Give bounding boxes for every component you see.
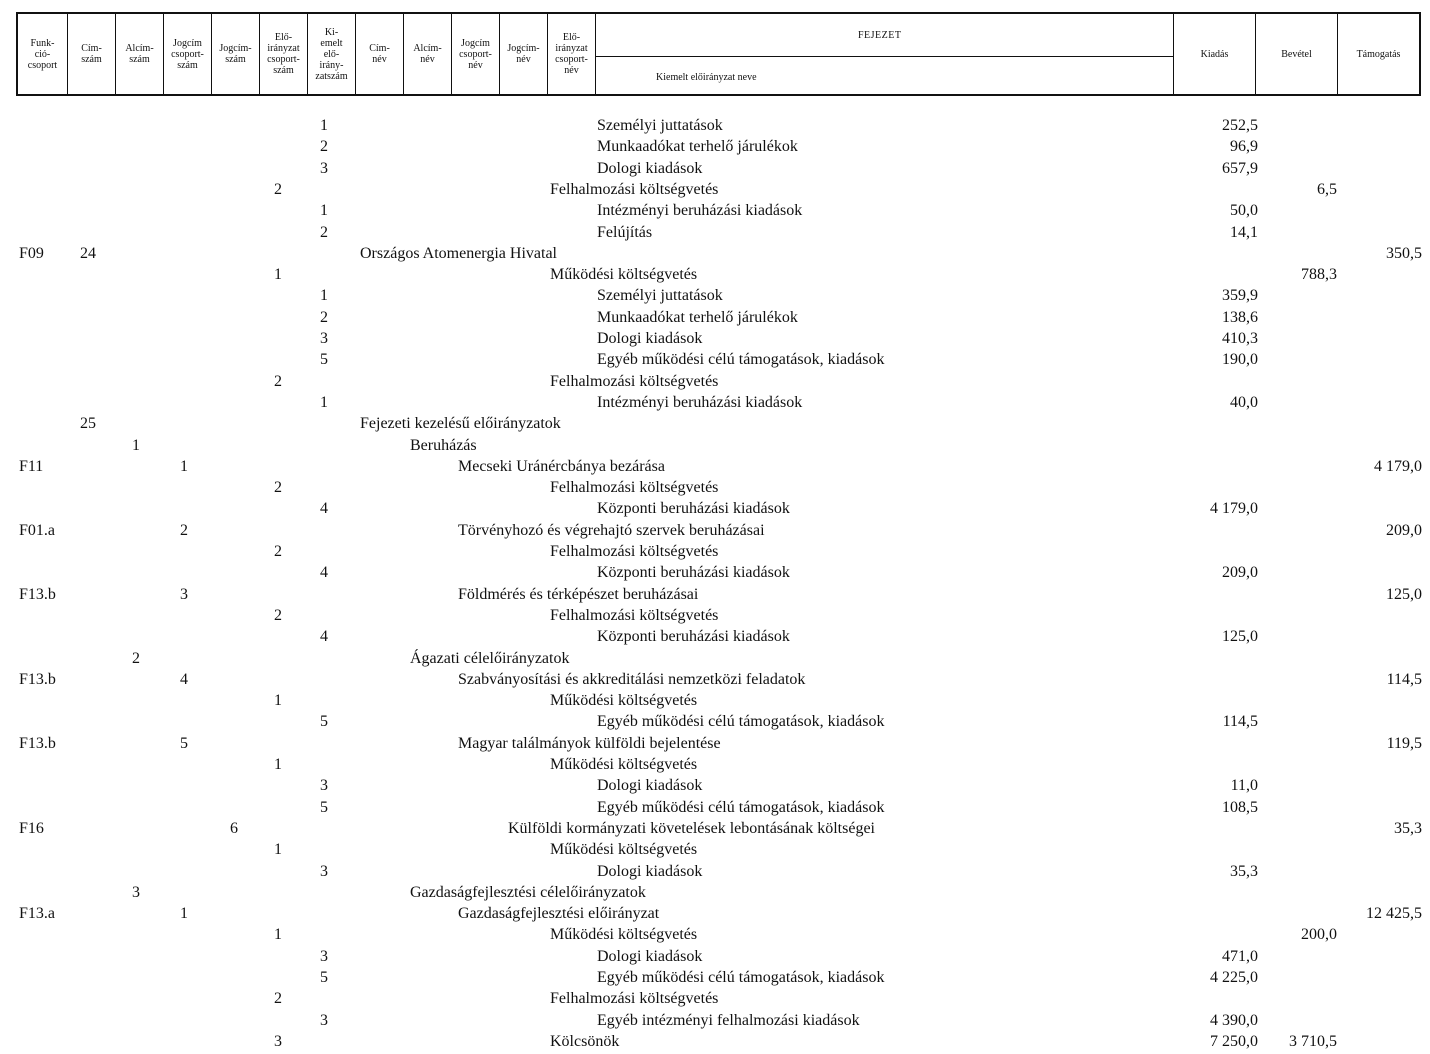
header-alcim-szam: Alcím- szám xyxy=(116,14,164,94)
table-row xyxy=(0,180,1430,200)
row-name: Központi beruházási kiadások xyxy=(597,628,790,645)
table-row xyxy=(0,159,1430,179)
table-row xyxy=(0,649,1430,669)
row-eloiranyzat-csoport-szam: 3 xyxy=(274,1033,282,1050)
row-bevetel: 6,5 xyxy=(1317,181,1337,198)
row-name: Országos Atomenergia Hivatal xyxy=(360,245,557,262)
row-funkcio-csoport: F16 xyxy=(19,820,44,837)
row-eloiranyzat-csoport-szam: 2 xyxy=(274,607,282,624)
table-row xyxy=(0,840,1430,860)
table-row xyxy=(0,585,1430,605)
table-row xyxy=(0,798,1430,818)
header-eloiranyzat-csoport-nev: Elő- irányzat csoport- név xyxy=(548,14,596,94)
row-kiadas: 14,1 xyxy=(1230,224,1258,241)
row-tamogatas: 209,0 xyxy=(1386,522,1422,539)
row-cim-szam: 25 xyxy=(80,415,96,432)
row-name: Törvényhozó és végrehajtó szervek beruházásai xyxy=(458,522,765,539)
table-row xyxy=(0,925,1430,945)
row-jogcim-csoport-szam: 2 xyxy=(180,522,188,539)
header-kiemelt-eloiranyzat-szam: Ki- emelt elő- irány- zatszám xyxy=(308,14,356,94)
row-name: Működési költségvetés xyxy=(550,841,698,858)
row-kiemelt-eloiranyzat-szam: 5 xyxy=(320,713,328,730)
row-jogcim-csoport-szam: 1 xyxy=(180,905,188,922)
row-name: Földmérés és térképészet beruházásai xyxy=(458,586,699,603)
row-name: Kölcsönök xyxy=(550,1033,620,1050)
table-row xyxy=(0,499,1430,519)
row-funkcio-csoport: F13.b xyxy=(19,671,56,688)
row-name: Fejezeti kezelésű előirányzatok xyxy=(360,415,561,432)
row-kiemelt-eloiranyzat-szam: 5 xyxy=(320,351,328,368)
table-row xyxy=(0,393,1430,413)
table-row xyxy=(0,436,1430,456)
row-name: Működési költségvetés xyxy=(550,266,698,283)
row-name: Ágazati célelőirányzatok xyxy=(410,650,570,667)
table-row xyxy=(0,755,1430,775)
row-name: Dologi kiadások xyxy=(597,160,703,177)
row-name: Dologi kiadások xyxy=(597,948,703,965)
row-name: Felhalmozási költségvetés xyxy=(550,990,719,1007)
table-row xyxy=(0,223,1430,243)
table-row xyxy=(0,1011,1430,1031)
row-tamogatas: 350,5 xyxy=(1386,245,1422,262)
row-kiemelt-eloiranyzat-szam: 3 xyxy=(320,160,328,177)
row-kiadas: 410,3 xyxy=(1222,330,1258,347)
row-eloiranyzat-csoport-szam: 2 xyxy=(274,543,282,560)
row-bevetel: 3 710,5 xyxy=(1289,1033,1337,1050)
table-row xyxy=(0,1032,1430,1052)
header-funkcio-csoport: Funk- ció- csoport xyxy=(18,14,68,94)
row-name: Munkaadókat terhelő járulékok xyxy=(597,138,798,155)
row-funkcio-csoport: F01.a xyxy=(19,522,55,539)
header-tamogatas: Támogatás xyxy=(1356,48,1401,60)
row-eloiranyzat-csoport-szam: 1 xyxy=(274,692,282,709)
header-fejezet-block xyxy=(596,14,1174,94)
table-row xyxy=(0,627,1430,647)
row-tamogatas: 12 425,5 xyxy=(1366,905,1422,922)
row-kiadas: 4 390,0 xyxy=(1210,1012,1258,1029)
table-row xyxy=(0,883,1430,903)
row-kiadas: 7 250,0 xyxy=(1210,1033,1258,1050)
header-cim-nev: Cím- név xyxy=(356,14,404,94)
table-row xyxy=(0,542,1430,562)
row-name: Működési költségvetés xyxy=(550,756,698,773)
row-kiadas: 40,0 xyxy=(1230,394,1258,411)
row-kiemelt-eloiranyzat-szam: 2 xyxy=(320,224,328,241)
row-kiemelt-eloiranyzat-szam: 4 xyxy=(320,564,328,581)
row-name: Felújítás xyxy=(597,224,653,241)
row-name: Központi beruházási kiadások xyxy=(597,500,790,517)
row-tamogatas: 35,3 xyxy=(1394,820,1422,837)
header-bevetel: Bevétel xyxy=(1256,14,1338,94)
row-jogcim-csoport-szam: 4 xyxy=(180,671,188,688)
row-funkcio-csoport: F11 xyxy=(19,458,44,475)
table-row xyxy=(0,414,1430,434)
row-jogcim-szam: 6 xyxy=(230,820,238,837)
table-row xyxy=(0,691,1430,711)
table-row xyxy=(0,244,1430,264)
row-name: Gazdaságfejlesztési célelőirányzatok xyxy=(410,884,646,901)
row-eloiranyzat-csoport-szam: 1 xyxy=(274,926,282,943)
row-kiemelt-eloiranyzat-szam: 3 xyxy=(320,948,328,965)
row-funkcio-csoport: F09 xyxy=(19,245,44,262)
row-name: Mecseki Uránércbánya bezárása xyxy=(458,458,665,475)
row-eloiranyzat-csoport-szam: 2 xyxy=(274,479,282,496)
row-jogcim-csoport-szam: 3 xyxy=(180,586,188,603)
row-name: Intézményi beruházási kiadások xyxy=(597,394,803,411)
row-kiadas: 138,6 xyxy=(1222,309,1258,326)
row-name: Felhalmozási költségvetés xyxy=(550,373,719,390)
row-name: Felhalmozási költségvetés xyxy=(550,543,719,560)
row-alcim-szam: 1 xyxy=(132,437,140,454)
row-eloiranyzat-csoport-szam: 1 xyxy=(274,841,282,858)
row-name: Magyar találmányok külföldi bejelentése xyxy=(458,735,721,752)
table-row xyxy=(0,862,1430,882)
table-row xyxy=(0,968,1430,988)
row-name: Dologi kiadások xyxy=(597,777,703,794)
row-kiemelt-eloiranyzat-szam: 1 xyxy=(320,117,328,134)
header-kiemelt-eloiranyzat-neve: Kiemelt előirányzat neve xyxy=(656,72,757,83)
row-kiadas: 114,5 xyxy=(1222,713,1258,730)
table-row xyxy=(0,904,1430,924)
table-header xyxy=(16,12,1421,96)
row-kiemelt-eloiranyzat-szam: 4 xyxy=(320,628,328,645)
header-jogcim-nev: Jogcím- név xyxy=(500,14,548,94)
row-name: Szabványosítási és akkreditálási nemzetközi feladatok xyxy=(458,671,806,688)
row-kiadas: 108,5 xyxy=(1222,799,1258,816)
row-eloiranyzat-csoport-szam: 2 xyxy=(274,181,282,198)
row-eloiranyzat-csoport-szam: 2 xyxy=(274,990,282,1007)
row-name: Egyéb intézményi felhalmozási kiadások xyxy=(597,1012,860,1029)
row-funkcio-csoport: F13.b xyxy=(19,735,56,752)
header-fejezet: FEJEZET xyxy=(858,30,902,41)
header-jogcim-csoport-nev: Jogcím csoport- név xyxy=(452,14,500,94)
row-name: Egyéb működési célú támogatások, kiadások xyxy=(597,969,885,986)
row-kiemelt-eloiranyzat-szam: 5 xyxy=(320,799,328,816)
row-kiemelt-eloiranyzat-szam: 3 xyxy=(320,863,328,880)
row-kiemelt-eloiranyzat-szam: 2 xyxy=(320,138,328,155)
row-jogcim-csoport-szam: 5 xyxy=(180,735,188,752)
table-row xyxy=(0,478,1430,498)
header-jogcim-szam: Jogcím- szám xyxy=(212,14,260,94)
header-kiadas: Kiadás xyxy=(1174,14,1256,94)
row-name: Központi beruházási kiadások xyxy=(597,564,790,581)
row-kiadas: 190,0 xyxy=(1222,351,1258,368)
table-row xyxy=(0,947,1430,967)
row-name: Egyéb működési célú támogatások, kiadások xyxy=(597,351,885,368)
row-name: Személyi juttatások xyxy=(597,287,723,304)
row-kiadas: 4 225,0 xyxy=(1210,969,1258,986)
row-name: Beruházás xyxy=(410,437,477,454)
row-name: Egyéb működési célú támogatások, kiadások xyxy=(597,713,885,730)
row-bevetel: 200,0 xyxy=(1301,926,1337,943)
row-kiadas: 359,9 xyxy=(1222,287,1258,304)
row-name: Gazdaságfejlesztési előirányzat xyxy=(458,905,660,922)
row-kiadas: 252,5 xyxy=(1222,117,1258,134)
table-row xyxy=(0,457,1430,477)
row-eloiranyzat-csoport-szam: 2 xyxy=(274,373,282,390)
row-alcim-szam: 3 xyxy=(132,884,140,901)
row-funkcio-csoport: F13.b xyxy=(19,586,56,603)
row-kiemelt-eloiranyzat-szam: 3 xyxy=(320,330,328,347)
row-kiadas: 209,0 xyxy=(1222,564,1258,581)
row-funkcio-csoport: F13.a xyxy=(19,905,55,922)
row-cim-szam: 24 xyxy=(80,245,96,262)
row-tamogatas: 4 179,0 xyxy=(1374,458,1422,475)
row-name: Személyi juttatások xyxy=(597,117,723,134)
row-name: Intézményi beruházási kiadások xyxy=(597,202,803,219)
table-row xyxy=(0,734,1430,754)
row-kiemelt-eloiranyzat-szam: 3 xyxy=(320,777,328,794)
row-name: Felhalmozási költségvetés xyxy=(550,181,719,198)
row-name: Egyéb működési célú támogatások, kiadások xyxy=(597,799,885,816)
row-kiadas: 657,9 xyxy=(1222,160,1258,177)
row-kiemelt-eloiranyzat-szam: 1 xyxy=(320,287,328,304)
row-bevetel: 788,3 xyxy=(1301,266,1337,283)
row-name: Munkaadókat terhelő járulékok xyxy=(597,309,798,326)
row-name: Dologi kiadások xyxy=(597,330,703,347)
row-kiemelt-eloiranyzat-szam: 4 xyxy=(320,500,328,517)
row-kiemelt-eloiranyzat-szam: 3 xyxy=(320,1012,328,1029)
row-name: Felhalmozási költségvetés xyxy=(550,479,719,496)
table-row xyxy=(0,372,1430,392)
row-kiadas: 125,0 xyxy=(1222,628,1258,645)
table-row xyxy=(0,201,1430,221)
table-row xyxy=(0,308,1430,328)
row-kiadas: 4 179,0 xyxy=(1210,500,1258,517)
row-kiemelt-eloiranyzat-szam: 1 xyxy=(320,202,328,219)
row-name: Dologi kiadások xyxy=(597,863,703,880)
row-name: Működési költségvetés xyxy=(550,692,698,709)
row-kiemelt-eloiranyzat-szam: 1 xyxy=(320,394,328,411)
header-divider xyxy=(596,56,1174,57)
table-row xyxy=(0,329,1430,349)
row-jogcim-csoport-szam: 1 xyxy=(180,458,188,475)
row-name: Működési költségvetés xyxy=(550,926,698,943)
row-kiadas: 35,3 xyxy=(1230,863,1258,880)
table-row xyxy=(0,819,1430,839)
row-kiadas: 471,0 xyxy=(1222,948,1258,965)
row-tamogatas: 125,0 xyxy=(1386,586,1422,603)
table-row xyxy=(0,350,1430,370)
row-name: Felhalmozási költségvetés xyxy=(550,607,719,624)
table-row xyxy=(0,989,1430,1009)
table-row xyxy=(0,286,1430,306)
header-jogcim-csoport-szam: Jogcím csoport- szám xyxy=(164,14,212,94)
table-row xyxy=(0,712,1430,732)
row-eloiranyzat-csoport-szam: 1 xyxy=(274,756,282,773)
row-name: Külföldi kormányzati követelések lebontásának költségei xyxy=(508,820,875,837)
row-tamogatas: 119,5 xyxy=(1386,735,1422,752)
header-eloiranyzat-csoport-szam: Elő- irányzat csoport- szám xyxy=(260,14,308,94)
row-kiemelt-eloiranyzat-szam: 2 xyxy=(320,309,328,326)
header-alcim-nev: Alcím- név xyxy=(404,14,452,94)
row-kiadas: 50,0 xyxy=(1230,202,1258,219)
row-kiadas: 11,0 xyxy=(1230,777,1258,794)
row-alcim-szam: 2 xyxy=(132,650,140,667)
row-eloiranyzat-csoport-szam: 1 xyxy=(274,266,282,283)
header-cim-szam: Cím- szám xyxy=(68,14,116,94)
table-row xyxy=(0,776,1430,796)
table-row xyxy=(0,670,1430,690)
table-row xyxy=(0,116,1430,136)
table-row xyxy=(0,265,1430,285)
row-kiadas: 96,9 xyxy=(1230,138,1258,155)
table-row xyxy=(0,137,1430,157)
table-row xyxy=(0,606,1430,626)
table-row xyxy=(0,521,1430,541)
row-kiemelt-eloiranyzat-szam: 5 xyxy=(320,969,328,986)
table-row xyxy=(0,563,1430,583)
row-tamogatas: 114,5 xyxy=(1386,671,1422,688)
